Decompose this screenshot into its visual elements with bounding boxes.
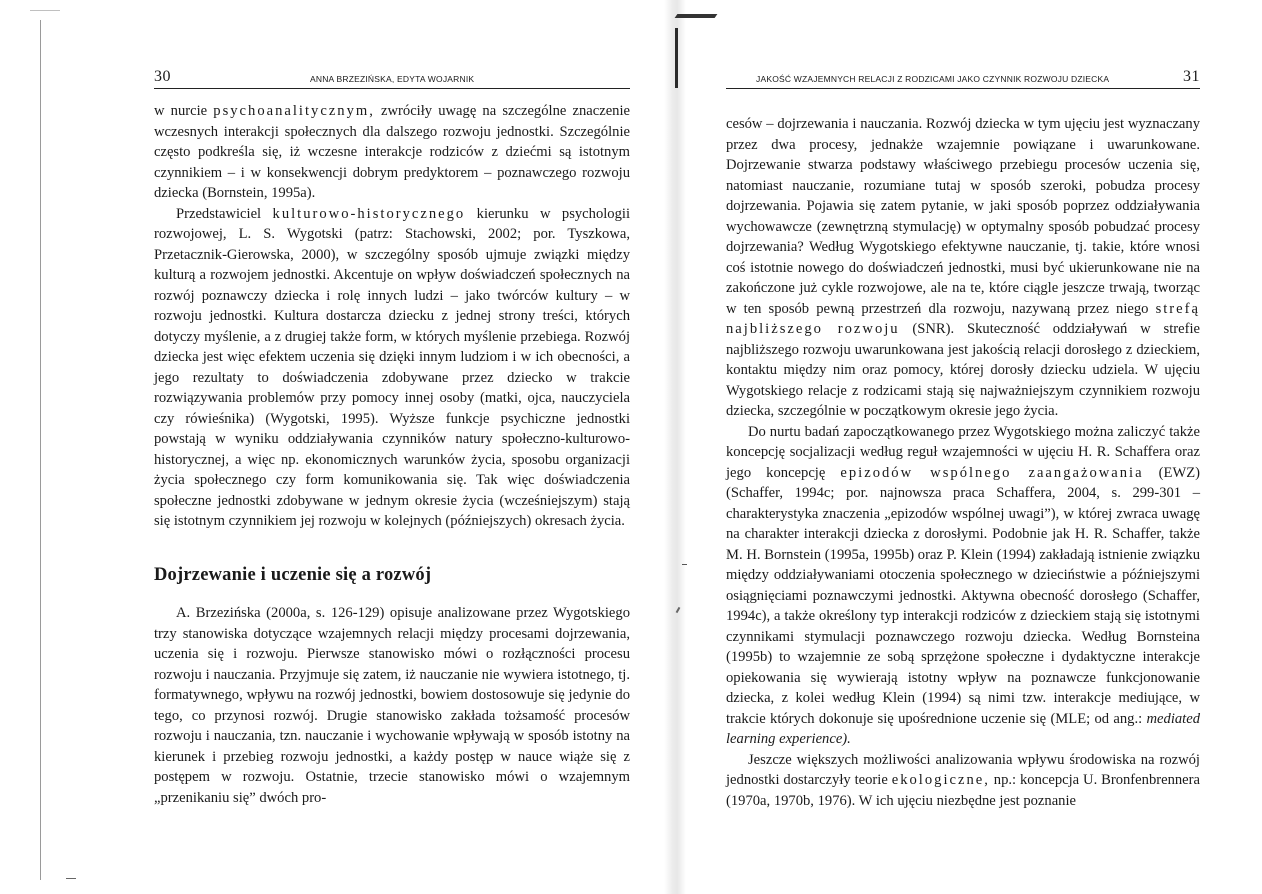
spaced-emphasis-text: psychoanalitycznym,	[213, 103, 375, 119]
text-run: Przedstawiciel	[176, 205, 273, 222]
italic-text: mediated learning experience).	[726, 710, 1200, 747]
spaced-emphasis-text: epizodów wspólnego zaangażowania	[840, 464, 1144, 481]
text-run: (SNR). Skuteczność oddziaływań w strefie najbliższego rozwoju uwarunkowana jest jakością relacji dorosłego z dzieckiem, kontaktu między nim oraz pomocy, której dorosły dziecku udziela. W ujęciu Wygotskiego relacje z rodzicami stają się najważniejszym czynnikiem rozwoju dziecka, szczególnie w początkowym okresie jego życia.	[726, 321, 1200, 419]
text-run: A. Brzezińska (2000a, s. 126-129) opisuje analizowane przez Wygotskiego trzy stanowiska dotyczące wzajemnych relacji między procesami dojrzewania, uczenia się i rozwoju. Pierwsze stanowisko mówi o rozłączności procesu rozwoju i nauczania. Przyjmuje się zatem, iż nauczanie nie wywiera istotnego, tj. formatywnego, wpływu na rozwój jednostki, bowiem dostosowuje się jedynie do tego, co przynosi rozwój. Drugie stanowisko zakłada tożsamość procesów rozwoju i nauczania, tzn. nauczanie i wychowanie wpływają w sposób istotny na kierunek i przebieg rozwoju jednostki, a każdy postęp w nauce wiąże się z postępem w rozwoju. Ostatnie, trzecie stanowisko mówi o wzajemnym „przenikaniu się” dwóch pro-	[154, 605, 630, 806]
right-running-head	[726, 66, 1200, 89]
scan-artifact-dash	[682, 564, 687, 565]
paragraph	[726, 750, 1200, 812]
book-gutter-fold	[675, 28, 678, 88]
left-page-number: 30	[154, 68, 171, 85]
paragraph	[154, 603, 630, 808]
text-run: cesów – dojrzewania i nauczania. Rozwój dziecka w tym ujęciu jest wyznaczany przez dwa procesy, jednakże wzajemnie powiązane i uwarunkowane. Dojrzewanie stwarza podstawy właściwego przebiegu procesów uczenia się, natomiast nauczanie, rozumiane tutaj w sposób szeroki, pobudza procesy dojrzewania. Pojawia się zatem pytanie, w jaki sposób poprzez oddziaływania wychowawcze (zewnętrzną stymulację) w optymalny sposób pobudzać procesy dojrzewania? Według Wygotskiego efektywne nauczanie, tj. takie, które wnosi coś istotnie nowego do doświadczeń jednostki, musi być ukierunkowane nie na zakończone już cykle rozwojowe, ale na te, które ciągle jeszcze trwają, tworząc w ten sposób pewną przestrzeń dla rozwoju, nazywaną przez niego	[726, 116, 1200, 317]
text-run: zwróciły uwagę na szczególne znaczenie wczesnych interakcji społecznych dla dalszego rozwoju jednostki. Szczególnie często podkreśla się, iż wczesne interakcje rodziców z dziećmi są istotnym czynnikiem – i w konsekwencji dobrym predyktorem – poznawczego rozwoju dziecka (Bornstein, 1995a).	[154, 103, 630, 201]
text-run: w nurcie	[154, 103, 214, 119]
text-run: Jeszcze większych możliwości analizowania wpływu środowiska na rozwój jednostki dostarczyły teorie	[726, 751, 1200, 788]
spaced-emphasis-text: kulturowo-historycznego	[272, 205, 466, 222]
right-body-text	[726, 114, 1200, 811]
paragraph	[154, 101, 630, 204]
right-page	[726, 0, 1200, 894]
section-heading: Dojrzewanie i uczenie się a rozwój	[154, 565, 432, 585]
scan-edge-line	[40, 20, 41, 880]
scan-artifact-bottom-dash	[66, 878, 76, 879]
right-page-number: 31	[1183, 68, 1200, 85]
left-page	[154, 0, 630, 894]
spaced-emphasis-text: strefą najbliższego rozwoju	[726, 300, 1200, 337]
text-run: (EWZ) (Schaffer, 1994c; por. najnowsza praca Schaffera, 2004, s. 299-301 – charakterystyka znaczenia „epizodów wspólnej uwagi”), w której zwraca uwagę na charakter interakcji dziecka z dorosłymi. Podobnie jak H. R. Schaffer, także M. H. Bornstein (1995a, 1995b) oraz P. Klein (1994) zakładają istnienie związku między oddziaływaniami otoczenia społecznego w dzieciństwie a późniejszymi osiągnięciami poznawczymi jednostki. Aktywna obecność dorosłego (Schaffer, 1994c), a także określony typ interakcji rodziców z dzieckiem stają się istotnymi czynnikami stymulacji poznawczego rozwoju dziecka. Według Bornsteina (1995b) to wzajemnie ze sobą sprzężone społeczne i dydaktyczne interakcje opiekowania się wywierają istotny wpływ na poznawcze funkcjonowanie dziecka, z kolei według Klein (1994) są nimi tzw. interakcje mediujące, w trakcie których dokonuje się upośrednione uczenie się (MLE; od ang.:	[726, 464, 1200, 727]
paragraph	[726, 114, 1200, 422]
spaced-emphasis-text: ekologiczne,	[891, 772, 990, 788]
paragraph	[154, 204, 630, 532]
left-body-text-bottom	[154, 603, 630, 808]
scan-artifact-tick	[30, 10, 60, 11]
text-run: kierunku w psychologii rozwojowej, L. S. Wygotski (patrz: Stachowski, 2002; por. Tyszkowa, Przetacznik-Gierowska, 2000), w szczególny sposób ujmuje związki między kulturą a rozwojem jednostki. Akcentuje on wpływ doświadczeń społecznych na rozwój poznawczy dziecka i rolę innych ludzi – jako twórców kultury – w rozwoju jednostki. Kultura dostarcza dziecku z jednej strony treści, których dotyczy myślenie, a z drugiej także form, w których myślenie przebiega. Rozwój dziecka jest więc efektem uczenia się dzięki innym ludziom i w ich obecności, a jego rezultaty to doświadczenia zdobywane przez dziecko w trakcie rozwiązywania problemów przy pomocy innej osoby (matki, ojca, nauczyciela czy rówieśnika) (Wygotski, 1995). Wyższe funkcje psychiczne jednostki powstają w wyniku oddziaływania czynników natury społeczno-kulturowo-historycznej, a więc np. ekonomicznych warunków życia, sposobu organizacji życia społecznego czy form komunikowania się. Tak więc doświadczenia społeczne jednostki zdobywane w jednym okresie życia (wcześniejszym) stają się istotnym czynnikiem jej rozwoju w kolejnych (późniejszych) okresach życia.	[154, 205, 630, 529]
left-running-head	[154, 66, 630, 89]
right-running-head-title: JAKOŚĆ WZAJEMNYCH RELACJI Z RODZICAMI JAKO CZYNNIK ROZWOJU DZIECKA	[756, 74, 1110, 84]
text-run: Do nurtu badań zapoczątkowanego przez Wygotskiego można zaliczyć także koncepcję socjalizacji według reguł wzajemności w ujęciu H. R. Schaffera oraz jego koncepcję	[726, 423, 1200, 481]
book-gutter-shadow	[664, 0, 686, 894]
book-gutter-fold-top	[675, 14, 718, 18]
left-running-head-title: ANNA BRZEZIŃSKA, EDYTA WOJARNIK	[310, 74, 475, 84]
text-run: np.: koncepcja U. Bronfenbrennera (1970a, 1970b, 1976). W ich ujęciu niezbędne jest poznanie	[726, 772, 1200, 809]
left-body-text-top	[154, 101, 630, 532]
paragraph	[726, 422, 1200, 750]
